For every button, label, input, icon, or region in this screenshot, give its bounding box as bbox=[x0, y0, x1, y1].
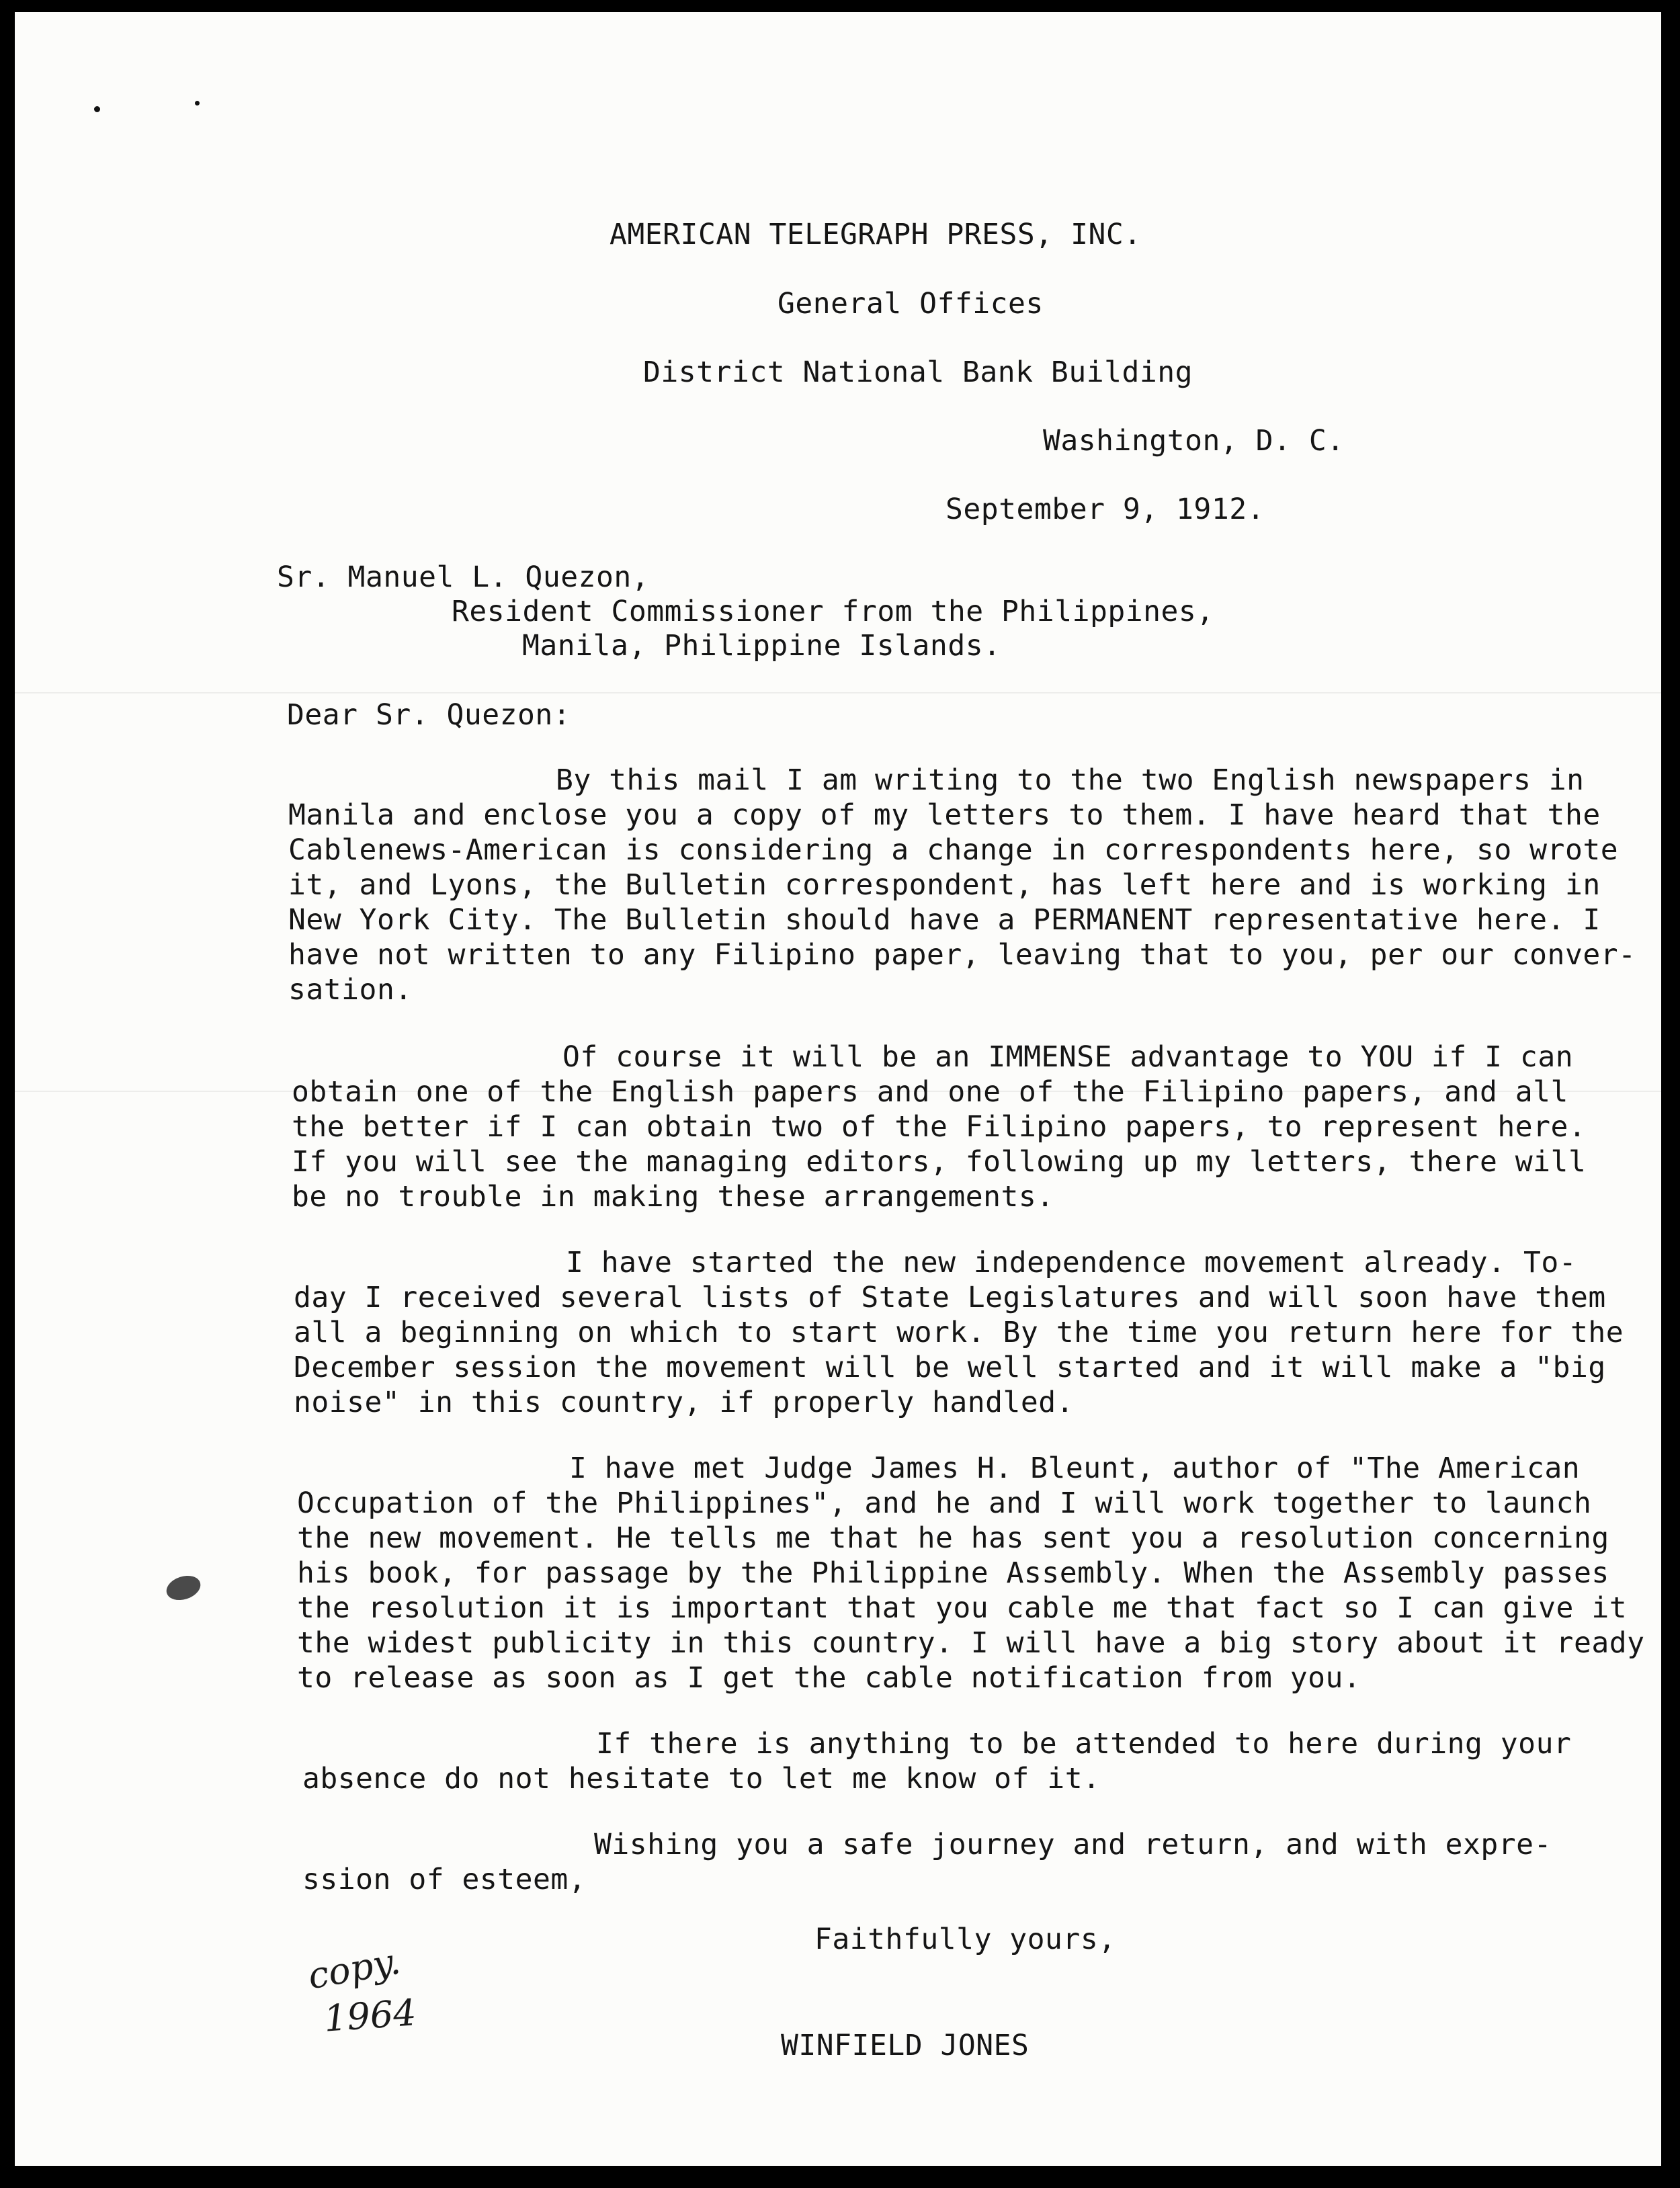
letterhead-building: District National Bank Building bbox=[643, 355, 1193, 389]
letter-date: September 9, 1912. bbox=[946, 493, 1265, 526]
body-line: absence do not hesitate to let me know of it. bbox=[302, 1762, 1101, 1796]
ink-speck bbox=[94, 106, 100, 112]
letterhead-offices: General Offices bbox=[778, 287, 1044, 321]
body-line: the better if I can obtain two of the Filipino papers, to represent here. bbox=[292, 1110, 1587, 1144]
recipient-location: Manila, Philippine Islands. bbox=[522, 629, 1001, 663]
letter-page bbox=[15, 12, 1661, 2166]
body-line: be no trouble in making these arrangements. bbox=[292, 1180, 1054, 1214]
body-line: December session the movement will be well started and it will make a "big bbox=[294, 1351, 1606, 1384]
body-line: If you will see the managing editors, following up my letters, there will bbox=[292, 1145, 1587, 1179]
closing: Faithfully yours, bbox=[814, 1923, 1116, 1956]
body-line: the new movement. He tells me that he has sent you a resolution concerning bbox=[297, 1521, 1609, 1555]
paper-fold bbox=[15, 692, 1661, 693]
body-line: his book, for passage by the Philippine Assembly. When the Assembly passes bbox=[297, 1556, 1609, 1590]
body-line: New York City. The Bulletin should have a PERMANENT representative here. I bbox=[288, 903, 1601, 937]
recipient-name: Sr. Manuel L. Quezon, bbox=[277, 560, 650, 594]
body-line: Manila and enclose you a copy of my letters to them. I have heard that the bbox=[288, 798, 1601, 832]
letterhead-company: AMERICAN TELEGRAPH PRESS, INC. bbox=[610, 218, 1142, 251]
body-line: I have met Judge James H. Bleunt, author of "The American bbox=[569, 1451, 1581, 1485]
ink-smudge bbox=[163, 1572, 204, 1604]
body-line: the resolution it is important that you cable me that fact so I can give it bbox=[297, 1591, 1628, 1625]
signature: WINFIELD JONES bbox=[781, 2029, 1030, 2062]
letterhead-city: Washington, D. C. bbox=[1043, 424, 1345, 458]
body-line: ssion of esteem, bbox=[302, 1863, 587, 1896]
body-line: obtain one of the English papers and one of the Filipino papers, and all bbox=[292, 1075, 1568, 1109]
body-line: all a beginning on which to start work. By the time you return here for the bbox=[294, 1316, 1624, 1349]
handwritten-copy-note: copy. bbox=[304, 1939, 404, 1998]
body-line: By this mail I am writing to the two English newspapers in bbox=[556, 763, 1585, 797]
handwritten-year-note: 1964 bbox=[322, 1991, 418, 2040]
body-line: If there is anything to be attended to here during your bbox=[596, 1727, 1572, 1761]
body-line: Cablenews-American is considering a change in correspondents here, so wrote bbox=[288, 833, 1619, 867]
body-line: to release as soon as I get the cable notification from you. bbox=[297, 1661, 1361, 1695]
body-line: the widest publicity in this country. I will have a big story about it ready bbox=[297, 1626, 1645, 1660]
body-line: Of course it will be an IMMENSE advantage to YOU if I can bbox=[562, 1040, 1574, 1074]
body-line: I have started the new independence movement already. To- bbox=[566, 1246, 1577, 1279]
salutation: Dear Sr. Quezon: bbox=[287, 698, 571, 732]
body-line: day I received several lists of State Legislatures and will soon have them bbox=[294, 1281, 1606, 1314]
ink-speck bbox=[195, 101, 200, 106]
body-line: Occupation of the Philippines", and he and I will work together to launch bbox=[297, 1486, 1592, 1520]
body-line: Wishing you a safe journey and return, and with expre- bbox=[594, 1828, 1552, 1861]
body-line: have not written to any Filipino paper, leaving that to you, per our conver- bbox=[288, 938, 1636, 972]
body-line: noise" in this country, if properly handled. bbox=[294, 1386, 1075, 1419]
body-line: sation. bbox=[288, 973, 413, 1007]
body-line: it, and Lyons, the Bulletin correspondent, has left here and is working in bbox=[288, 868, 1601, 902]
recipient-title: Resident Commissioner from the Philippines, bbox=[452, 595, 1214, 628]
